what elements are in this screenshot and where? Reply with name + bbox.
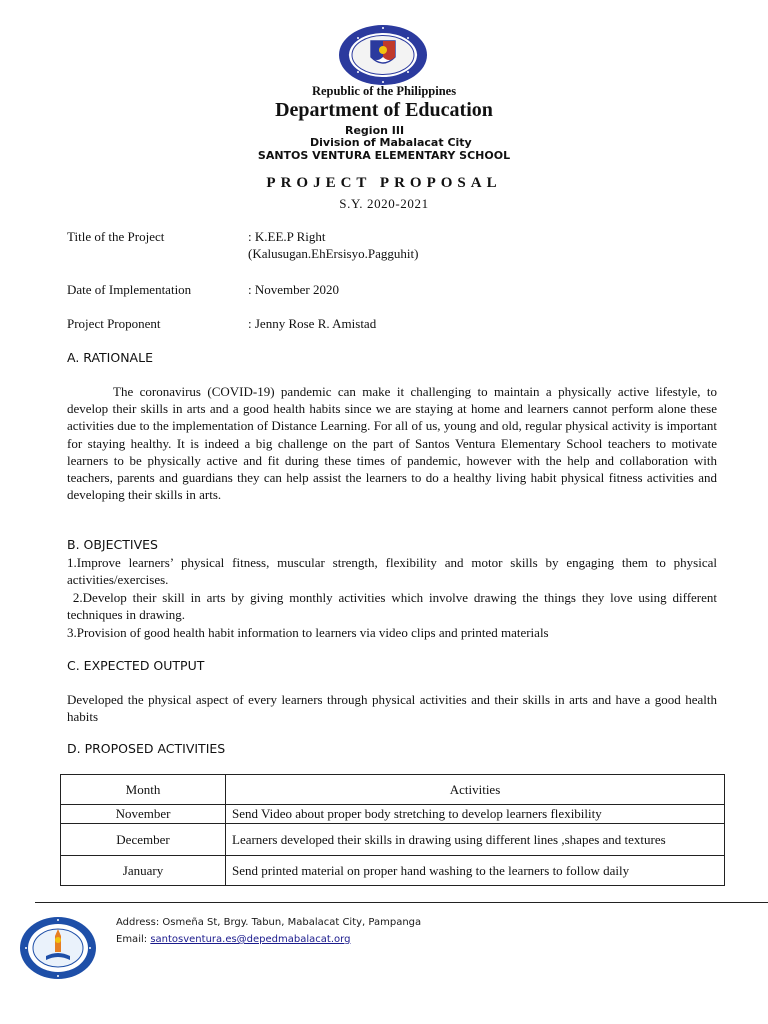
email-label: Email: — [116, 934, 148, 945]
table-row — [61, 856, 725, 886]
division-name: Division of Mabalacat City — [310, 136, 472, 149]
footer-email — [116, 934, 350, 945]
footer-divider — [35, 902, 768, 903]
month-cell: November — [61, 805, 226, 824]
objective-item: 2.Develop their skill in arts by giving monthly activities which involve drawing the things they love using different techniques in drawing. — [67, 590, 721, 623]
school-name: SANTOS VENTURA ELEMENTARY SCHOOL — [257, 149, 511, 162]
proponent-label: Project Proponent — [67, 316, 161, 331]
objectives-heading: B. OBJECTIVES — [67, 537, 158, 552]
email-link[interactable]: santosventura.es@depedmabalacat.org — [150, 934, 351, 945]
region-name: Region III — [345, 124, 405, 137]
objective-item: 3.Provision of good health habit information to learners via video clips and printed materials — [67, 625, 549, 640]
address-value: Osmeña St, Brgy. Tabun, Mabalacat City, Pampanga — [162, 917, 422, 928]
deped-seal-icon — [328, 24, 438, 86]
proposed-activities-heading: D. PROPOSED ACTIVITIES — [67, 741, 226, 756]
month-cell: December — [61, 824, 226, 856]
proponent-value: : Jenny Rose R. Amistad — [248, 316, 377, 331]
table-row — [61, 805, 725, 824]
table-row — [61, 824, 725, 856]
school-logo-icon — [18, 916, 98, 980]
address-label: Address: — [116, 917, 160, 928]
department-name: Department of Education — [275, 99, 493, 121]
objective-item: 1.Improve learners’ physical fitness, muscular strength, flexibility and motor skills by engaging them to physical activities/exercises. — [67, 555, 717, 588]
activities-column-header: Activities — [226, 775, 725, 805]
table-header-row — [61, 775, 725, 805]
expected-output-heading: C. EXPECTED OUTPUT — [67, 658, 205, 673]
implementation-date-value: : November 2020 — [248, 282, 339, 297]
activity-cell: Send Video about proper body stretching to develop learners flexibility — [226, 805, 725, 824]
rationale-text: The coronavirus (COVID-19) pandemic can make it challenging to maintain a physically active lifestyle, to develop their skills in arts and a good health habits since we are staying at home and learners cannot perform alone these activities due to the implementation of Distance Learning. For all of us, young and old, regular physical activity is important for staying healthy. It is indeed a big challenge on the part of Santos Ventura Elementary School teachers to motivate learners to be physically active and fit during these times of pandemic, however with the help and collaboration with teachers, parents and guardians they can help assist the learners to do a healthy living habit physical fitness activities and developing their skills in arts. — [67, 384, 717, 503]
school-year: S.Y. 2020-2021 — [339, 196, 429, 211]
activities-table — [60, 774, 725, 886]
month-cell: January — [61, 856, 226, 886]
country-name: Republic of the Philippines — [311, 84, 457, 98]
expected-output-text: Developed the physical aspect of every learners through physical activities and their skills in arts and have a good health habits — [67, 692, 717, 725]
project-title-label: Title of the Project — [67, 229, 165, 244]
activity-cell: Send printed material on proper hand washing to the learners to follow daily — [226, 856, 725, 886]
document-title: PROJECT PROPOSAL — [266, 175, 502, 191]
implementation-date-label: Date of Implementation — [67, 282, 192, 297]
footer-address — [116, 917, 421, 928]
project-title-value: : K.EE.P Right — [248, 229, 326, 244]
rationale-heading: A. RATIONALE — [67, 350, 153, 365]
project-title-meaning: (Kalusugan.EhErsisyo.Pagguhit) — [248, 246, 419, 261]
activity-cell: Learners developed their skills in drawing using different lines ,shapes and textures — [226, 824, 725, 856]
month-column-header: Month — [61, 775, 226, 805]
